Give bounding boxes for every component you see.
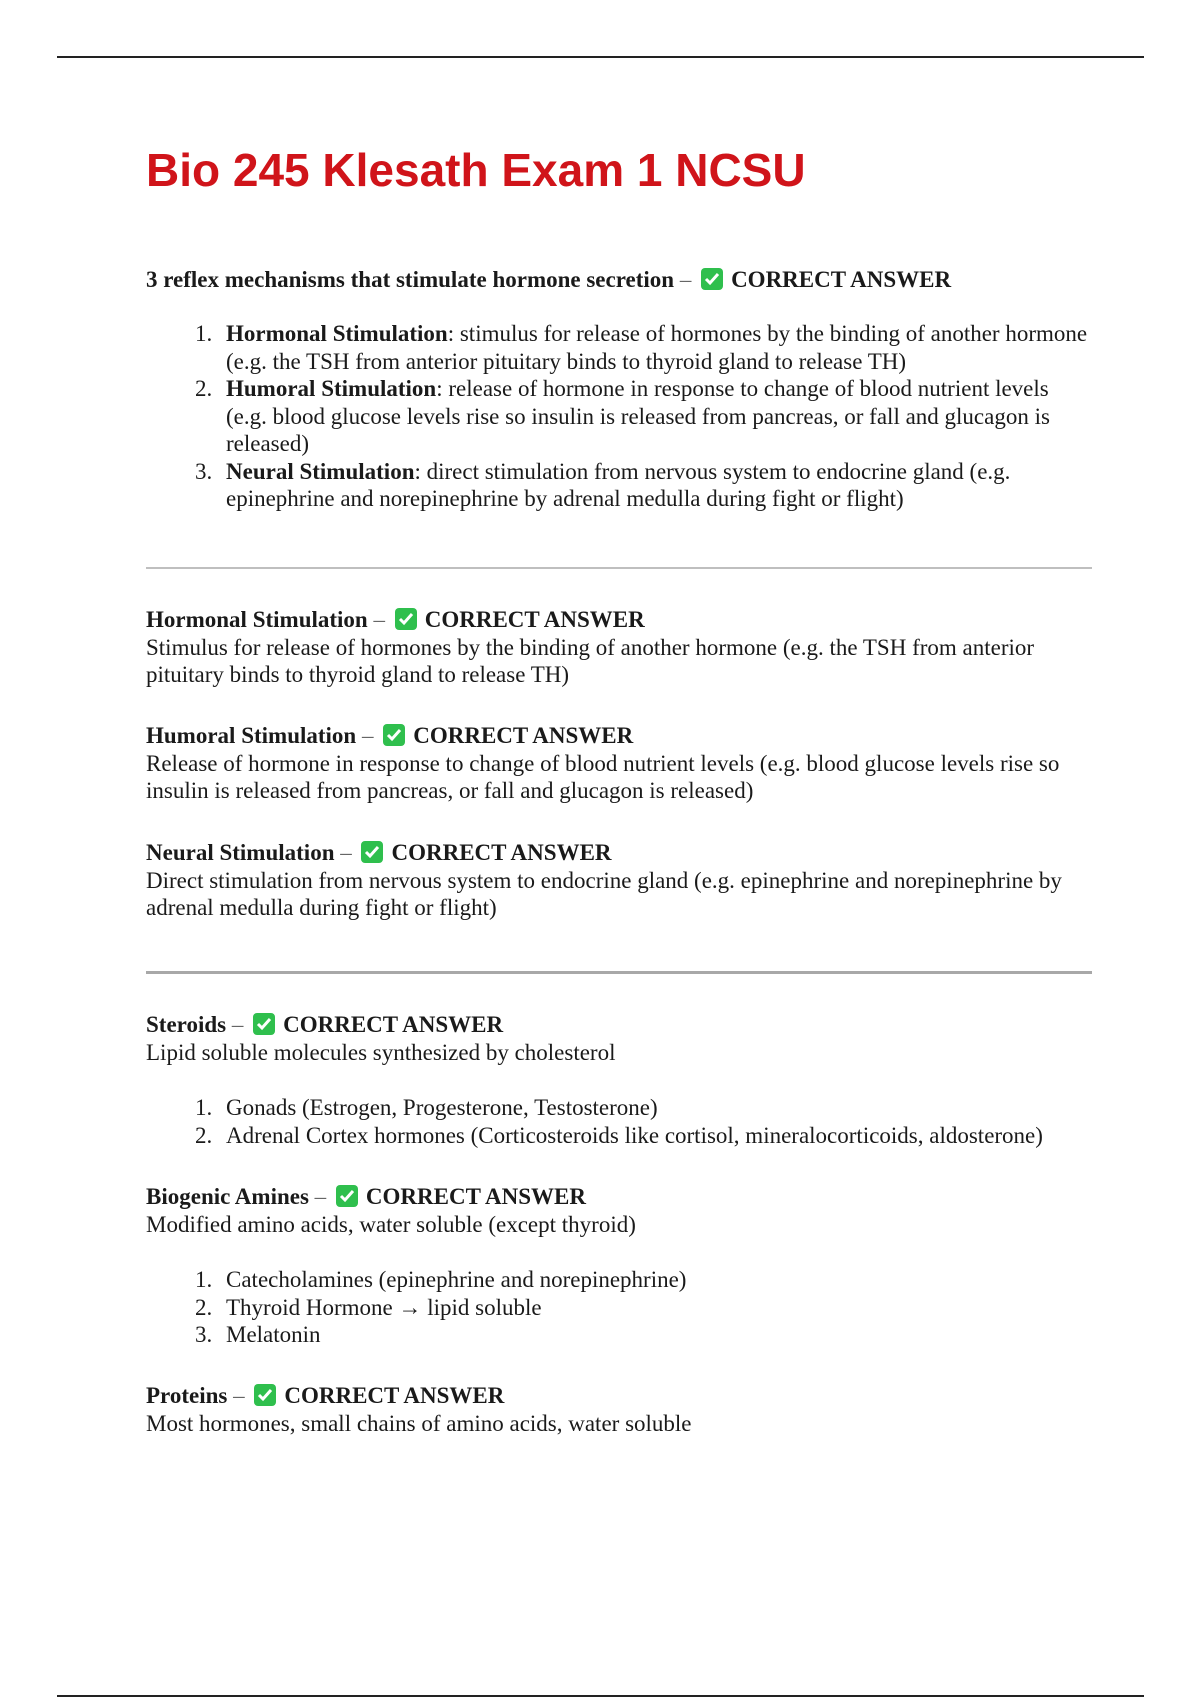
answer-badge: CORRECT ANSWER [365,1184,586,1209]
list-item-term: Humoral Stimulation [226,376,437,401]
list-item [218,458,1092,513]
answer-text: Most hormones, small chains of amino acids, water soluble [146,1411,692,1436]
answer-badge: CORRECT ANSWER [284,1383,505,1408]
check-mark-icon [253,1013,275,1035]
question-text: Neural Stimulation [146,840,335,865]
list-item: 1. Gonads (Estrogen, Progesterone, Testosterone) [218,1094,1092,1122]
check-mark-icon [395,608,417,630]
list-item: 2. Adrenal Cortex hormones (Corticosteroids like cortisol, mineralocorticoids, aldosterone) [218,1122,1092,1150]
list-item: 2. Thyroid Hormone → lipid soluble [218,1294,1092,1322]
question-heading [146,266,1092,294]
question-text: Humoral Stimulation [146,723,357,748]
document-title: Bio 245 Klesath Exam 1 NCSU [146,144,806,196]
list-item-term: Hormonal Stimulation [226,321,448,346]
question-text: Proteins [146,1383,228,1408]
answer-list [146,320,1092,513]
dash-separator: – [314,1184,327,1209]
answer-text: Release of hormone in response to change of blood nutrient levels (e.g. blood glucose levels rise so insulin is released from pancreas, or fall and glucagon is released) [146,751,1060,803]
list-item-text: : stimulus for release of hormones by the binding of another hormone (e.g. the TSH from anterior pituitary binds to thyroid gland to release TH) [226,321,1088,374]
question-text: 3 reflex mechanisms that stimulate hormone secretion [146,267,675,292]
question-heading [146,1011,1092,1039]
list-item: 1. Catecholamines (epinephrine and norepinephrine) [218,1266,1092,1294]
list-item-term: Neural Stimulation [226,458,415,484]
list-item-text: : direct stimulation from nervous system to endocrine gland (e.g. epinephrine and norepinephrine by adrenal medulla during fight or flight) [226,458,1011,511]
answer-text: Modified amino acids, water soluble (except thyroid) [146,1212,636,1237]
dash-separator: – [340,840,352,865]
dash-separator: – [231,1012,244,1037]
check-mark-icon [254,1384,276,1406]
qa-block-neural-stimulation [146,839,1092,921]
answer-list [146,1266,1092,1349]
question-heading [146,722,1092,750]
question-text: Steroids [146,1012,227,1037]
dash-separator: – [373,607,385,632]
dash-separator: – [679,267,692,292]
answer-list [146,1094,1092,1149]
dash-separator: – [233,1383,245,1408]
answer-badge: CORRECT ANSWER [424,607,645,632]
check-mark-icon [361,841,383,863]
qa-block-proteins [146,1382,1092,1437]
answer-badge: CORRECT ANSWER [283,1012,504,1037]
answer-badge: CORRECT ANSWER [731,267,952,292]
answer-text: Stimulus for release of hormones by the binding of another hormone (e.g. the TSH from anterior pituitary binds to thyroid gland to release TH) [146,635,1035,687]
check-mark-icon [383,724,405,746]
question-text: Hormonal Stimulation [146,607,368,632]
question-heading [146,839,1092,867]
list-item-text: : release of hormone in response to change of blood nutrient levels (e.g. blood glucose levels rise so insulin is released from pancreas, or fall and glucagon is released) [226,376,1050,456]
question-heading [146,1183,1092,1211]
answer-badge: CORRECT ANSWER [391,840,612,865]
question-heading [146,1382,1092,1410]
list-item: 3. Melatonin [218,1321,1092,1349]
page-bottom-rule [57,1695,1144,1697]
question-heading [146,606,1092,634]
check-mark-icon [336,1185,358,1207]
qa-block-humoral-stimulation [146,722,1092,804]
check-mark-icon [701,268,723,290]
question-text: Biogenic Amines [146,1184,309,1209]
answer-badge: CORRECT ANSWER [413,723,634,748]
answer-text: Lipid soluble molecules synthesized by cholesterol [146,1040,616,1065]
section-divider [146,971,1092,974]
qa-block-steroids [146,1011,1092,1149]
page-top-rule [57,56,1144,58]
answer-text: Direct stimulation from nervous system to endocrine gland (e.g. epinephrine and norepinephrine by adrenal medulla during fight or flight) [146,868,1062,920]
qa-block-reflex-mechanisms [146,266,1092,513]
list-item [218,320,1092,375]
dash-separator: – [361,723,374,748]
qa-block-biogenic-amines [146,1183,1092,1349]
section-divider [146,567,1092,569]
qa-block-hormonal-stimulation [146,606,1092,688]
list-item [218,375,1092,458]
